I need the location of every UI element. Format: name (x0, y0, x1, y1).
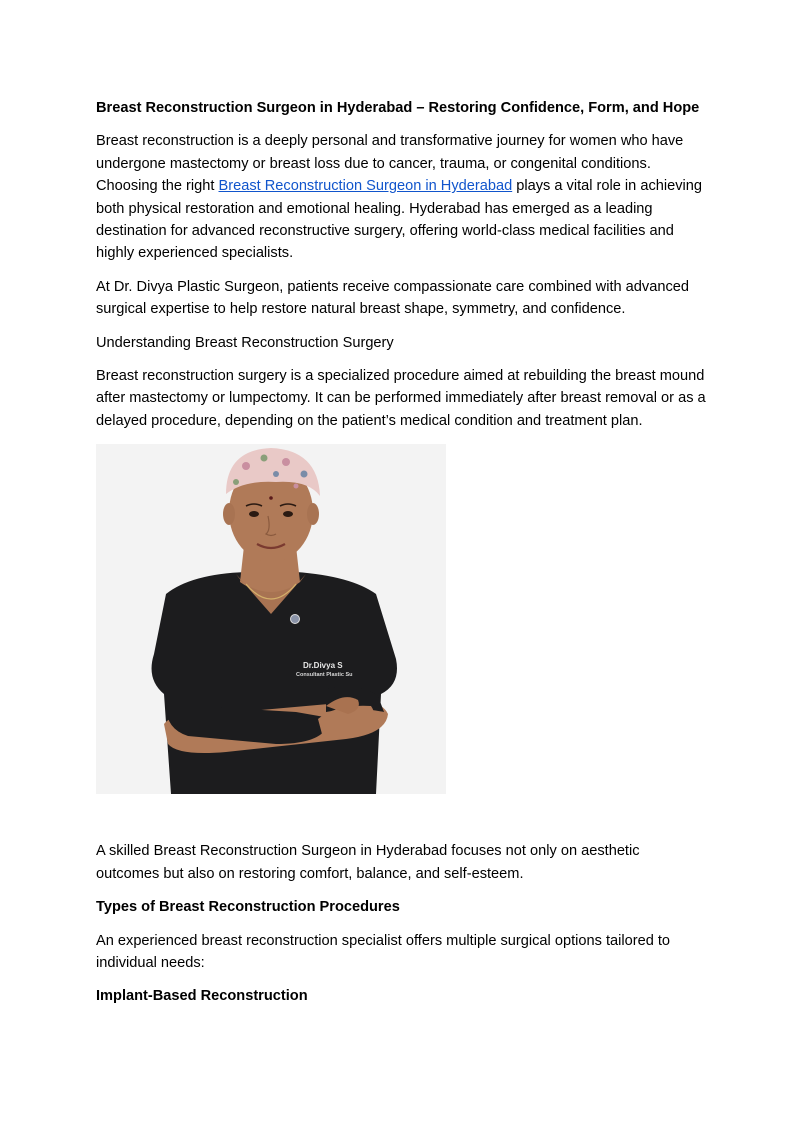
types-paragraph: An experienced breast reconstruction specialist offers multiple surgical options tailored to individual needs: (96, 932, 671, 971)
document-page (96, 97, 706, 1019)
badge-name: Dr.Divya S (303, 661, 343, 671)
types-heading: Types of Breast Reconstruction Procedures (96, 899, 400, 916)
understanding-subheading: Understanding Breast Reconstruction Surgery (96, 334, 394, 351)
implant-heading: Implant-Based Reconstruction (96, 988, 308, 1005)
spacer (96, 794, 706, 840)
badge-title: Consultant Plastic Su (296, 672, 353, 679)
surgeon-link[interactable]: Breast Reconstruction Surgeon in Hyderabad (218, 178, 513, 195)
skilled-paragraph: A skilled Breast Reconstruction Surgeon in Hyderabad focuses not only on aesthetic outcomes but also on restoring comfort, balance, and self-esteem. (96, 843, 640, 882)
intro-text-after-link: plays a vital role in achieving both physical restoration and emotional healing. Hyderabad has emerged as a leading destination for advanced reconstructive surgery, offering world-class medical facilities and highly experienced specialists. (96, 178, 703, 262)
understanding-paragraph: Breast reconstruction surgery is a specialized procedure aimed at rebuilding the breast mound after mastectomy or lumpectomy. It can be performed immediately after breast removal or as a delayed procedure, depending on the patient’s medical condition and treatment plan. (96, 368, 706, 429)
clinic-paragraph: At Dr. Divya Plastic Surgeon, patients receive compassionate care combined with advanced surgical expertise to help restore natural breast shape, symmetry, and confidence. (96, 278, 689, 318)
document-heading: Breast Reconstruction Surgeon in Hyderabad – Restoring Confidence, Form, and Hope (96, 100, 700, 116)
intro-text-before-link: Breast reconstruction is a deeply personal and transformative journey for women who have undergone mastectomy or breast loss due to cancer, trauma, or congenital conditions. Choosing the right (96, 133, 684, 195)
surgeon-photo (96, 444, 446, 794)
intro-paragraph (96, 130, 706, 264)
